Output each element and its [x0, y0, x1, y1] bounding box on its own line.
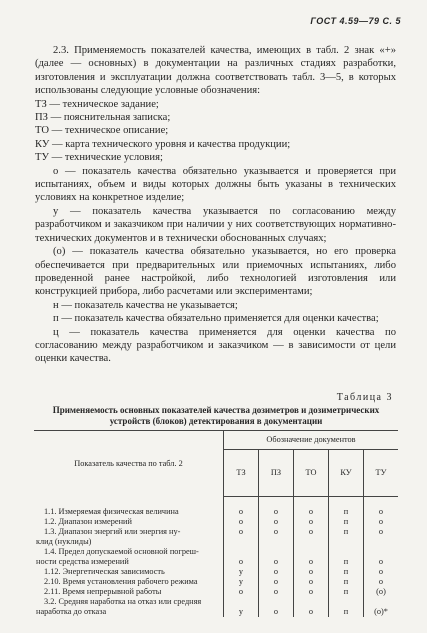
table-row — [34, 587, 398, 597]
body-text — [35, 44, 396, 366]
row-indicator-name: 1.12. Энергетическая зависимость — [44, 567, 165, 576]
row-cell — [224, 537, 259, 547]
abbr-to: ТО — техническое описание; — [35, 125, 169, 137]
row-cell — [329, 597, 364, 607]
table-row — [34, 497, 398, 518]
row-cell: п — [329, 567, 364, 577]
row-cell: о — [364, 527, 399, 537]
row-cell — [224, 547, 259, 557]
legend-n: н — показатель качества не указывается; — [53, 299, 238, 311]
row-cell: о — [294, 497, 329, 518]
row-cell — [294, 597, 329, 607]
row-cell: о — [259, 587, 294, 597]
page-header: ГОСТ 4.59—79 С. 5 — [310, 16, 401, 26]
row-cell: п — [329, 497, 364, 518]
legend-paren-o: (о) — показатель качества обязательно указывается, но его проверка обеспечивается при предварительных или приемочных испытаниях, либо проведенной ранее настройкой, либо технологией изготовления или конструкцией прибора, либо расчетами или экспериментами; — [35, 246, 396, 298]
paragraph-2-3: 2.3. Применяемость показателей качества, имеющих в табл. 2 знак «+» (далее — основных) в документации на различных стадиях разработки, изготовления и эксплуатации должна соответствовать табл. 3—5, в которых использованы следующие условные обозначения: — [35, 45, 396, 97]
column-header-ku: КУ — [329, 450, 364, 497]
column-header-tu: ТУ — [364, 450, 399, 497]
row-cell: о — [224, 557, 259, 567]
row-cell: о — [259, 527, 294, 537]
abbr-tu: ТУ — технические условия; — [35, 152, 163, 164]
row-indicator-name: клид (нуклиды) — [36, 537, 92, 546]
row-cell: о — [294, 577, 329, 587]
table-row — [34, 537, 398, 547]
row-cell: о — [294, 557, 329, 567]
row-indicator-name: 2.10. Время установления рабочего режима — [44, 577, 198, 586]
row-cell — [259, 597, 294, 607]
row-cell — [224, 597, 259, 607]
row-cell: п — [329, 517, 364, 527]
row-cell — [259, 547, 294, 557]
row-cell: п — [329, 527, 364, 537]
row-cell: п — [329, 557, 364, 567]
legend-y: у — показатель качества указывается по согласованию между разработчиком и заказчиком при наличии у них соответствующих нормативно-технических документов и в технически обоснованных случаях; — [35, 205, 396, 244]
row-cell: о — [364, 577, 399, 587]
row-cell: о — [294, 517, 329, 527]
column-header-tz: ТЗ — [224, 450, 259, 497]
row-cell: о — [259, 517, 294, 527]
column-header-indicator: Показатель качества по табл. 2 — [34, 431, 224, 497]
row-cell: о — [259, 557, 294, 567]
row-cell: о — [364, 517, 399, 527]
table-row — [34, 517, 398, 527]
table-row — [34, 567, 398, 577]
row-cell: у — [224, 577, 259, 587]
abbr-pz: ПЗ — пояснительная записка; — [35, 112, 171, 124]
abbr-tz: ТЗ — техническое задание; — [35, 98, 159, 110]
row-cell: п — [329, 577, 364, 587]
row-cell — [294, 547, 329, 557]
row-cell: у — [224, 567, 259, 577]
row-cell: (о)* — [364, 607, 399, 617]
row-cell — [329, 537, 364, 547]
row-cell: о — [364, 567, 399, 577]
legend-p: п — показатель качества обязательно применяется для оценки качества; — [53, 313, 379, 325]
table-row — [34, 557, 398, 567]
row-cell: о — [259, 577, 294, 587]
row-cell: о — [224, 497, 259, 518]
row-indicator-name: 1.3. Диапазон энергий или энергия ну- — [44, 527, 181, 536]
row-cell: о — [294, 587, 329, 597]
legend-c: ц — показатель качества применяется для оценки качества по согласованию между разработчиком и заказчиком — в зависимости от цели оценки качества. — [35, 326, 396, 365]
table-body — [34, 497, 398, 618]
row-indicator-name: 1.1. Измеряемая физическая величина — [44, 506, 179, 516]
row-cell — [329, 547, 364, 557]
row-indicator-name: 2.11. Время непрерывной работы — [44, 587, 162, 596]
row-cell: о — [224, 587, 259, 597]
row-indicator-name: 3.2. Средняя наработка на отказ или средняя — [44, 597, 202, 606]
row-cell: о — [259, 497, 294, 518]
row-cell — [259, 537, 294, 547]
row-cell — [364, 537, 399, 547]
row-cell: о — [294, 527, 329, 537]
table-row — [34, 577, 398, 587]
row-cell: о — [259, 607, 294, 617]
table-caption: Применяемость основных показателей качества дозиметров и дозиметрических устройств (блоков) детектирования в документации — [52, 405, 380, 426]
column-group-header: Обозначение документов — [224, 431, 399, 450]
row-cell: о — [224, 517, 259, 527]
row-cell: о — [294, 607, 329, 617]
row-indicator-name: 1.4. Предел допускаемой основной погреш- — [44, 547, 199, 556]
row-cell: о — [224, 527, 259, 537]
row-indicator-name: 1.2. Диапазон измерений — [44, 517, 132, 526]
table-row — [34, 527, 398, 537]
table-row — [34, 547, 398, 557]
row-cell: п — [329, 607, 364, 617]
abbr-ku: КУ — карта технического уровня и качества продукции; — [35, 138, 291, 150]
row-cell — [364, 597, 399, 607]
row-cell — [294, 537, 329, 547]
column-header-to: ТО — [294, 450, 329, 497]
table-row — [34, 607, 398, 617]
row-indicator-name: ности средства измерений — [36, 557, 129, 566]
table-row — [34, 597, 398, 607]
row-cell: п — [329, 587, 364, 597]
table-number: Таблица 3 — [336, 392, 393, 403]
row-cell: о — [294, 567, 329, 577]
row-cell: (о) — [364, 587, 399, 597]
legend-o: о — показатель качества обязательно указывается и проверяется при испытаниях, объем и виды которых должны быть указаны в технических условиях на конкретное изделие; — [35, 165, 396, 204]
row-cell: о — [364, 497, 399, 518]
applicability-table — [34, 430, 398, 617]
row-cell: о — [364, 557, 399, 567]
row-cell: о — [259, 567, 294, 577]
row-indicator-name: наработка до отказа — [36, 607, 107, 616]
row-cell — [364, 547, 399, 557]
column-header-pz: ПЗ — [259, 450, 294, 497]
row-cell: у — [224, 607, 259, 617]
